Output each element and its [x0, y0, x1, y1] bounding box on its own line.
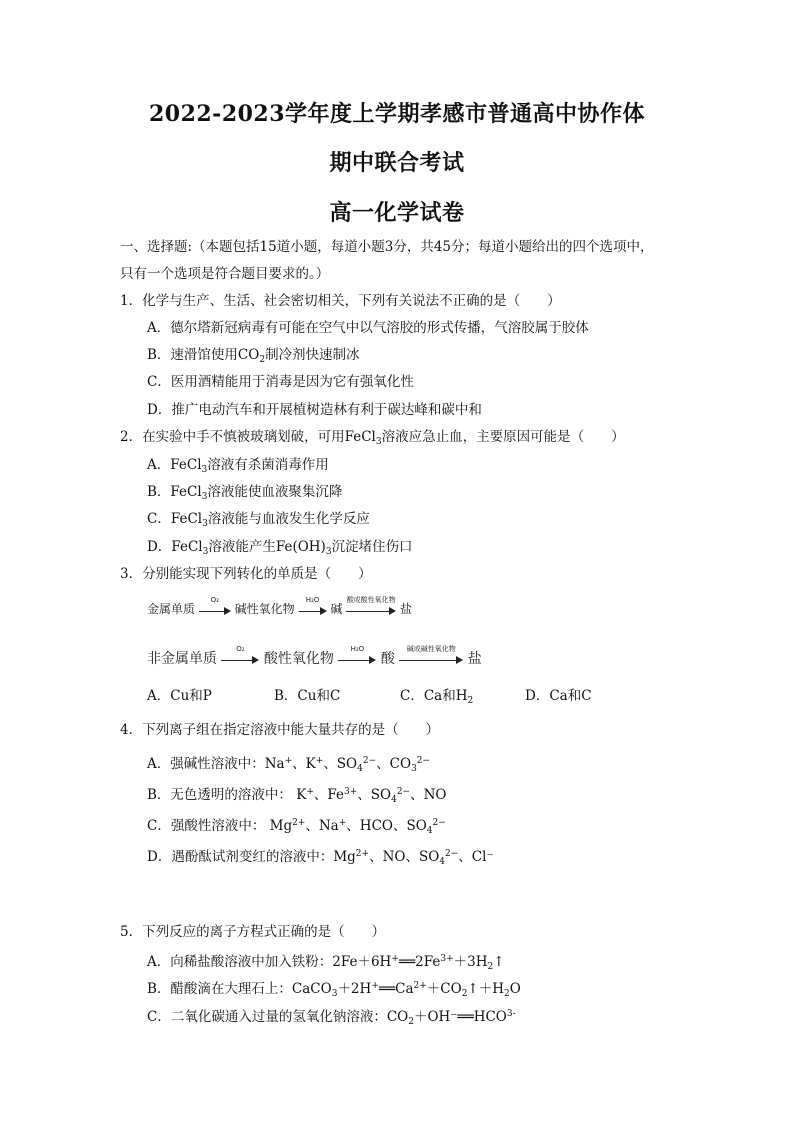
- q3-stem: 3．分别能实现下列转化的单质是（ ）: [120, 566, 372, 582]
- q2-option-c: C．FeCl$_3$溶液能与血液发生化学反应: [147, 511, 370, 529]
- q2-option-a: A．FeCl$_3$溶液有杀菌消毒作用: [147, 457, 329, 475]
- q4-option-a: A．强碱性溶液中：Na+、K+、$SO_4^{2-}$、$CO_3^{2-}$: [147, 756, 431, 774]
- q4-stem: 4．下列离子组在指定溶液中能大量共存的是（ ）: [120, 722, 440, 738]
- q3-row1-mid1: 碱性氧化物: [234, 602, 295, 616]
- q5-option-a: A．向稀盐酸溶液中加入铁粉：$2Fe+6H^+══2Fe^{3+}+3H_2↑$: [147, 954, 505, 972]
- arrow-icon: H₂O: [299, 603, 327, 617]
- q1-option-a: A．德尔塔新冠病毒有可能在空气中以气溶胶的形式传播，气溶胶属于胶体: [147, 320, 589, 336]
- q3-choice-c: C．Ca和$H_2$: [400, 688, 474, 706]
- q3-row2-mid2: 酸: [380, 651, 395, 667]
- arrow-icon: O₂: [199, 603, 231, 617]
- q1-option-b: B．速滑馆使用$CO_2$制冷剂快速制冰: [147, 347, 360, 365]
- q3-row1-end: 盐: [400, 602, 413, 616]
- arrow-icon: 酸或酸性氧化物: [346, 603, 396, 617]
- q1-option-d: D．推广电动汽车和开展植树造林有利于碳达峰和碳中和: [147, 402, 482, 418]
- q2-option-b: B．FeCl$_3$溶液能使血液聚集沉降: [147, 484, 343, 502]
- q2-option-d: D．FeCl$_3$溶液能产生$Fe(OH)_3$沉淀堵住伤口: [147, 539, 413, 557]
- q2-stem: 2．在实验中手不慎被玻璃划破，可用FeCl$_3$溶液应急止血，主要原因可能是（ ）: [120, 429, 625, 447]
- q4-option-b: B．无色透明的溶液中： K+、$Fe^{3+}$、$SO_4^{2-}$、NO: [147, 787, 447, 805]
- q3-row2-end: 盐: [467, 651, 482, 667]
- section-intro-line1: 一、选择题:（本题包括15道小题，每道小题3分，共45分；每道小题给出的四个选项中，: [120, 239, 654, 255]
- section-intro-line2: 只有一个选项是符合题目要求的。）: [120, 266, 330, 282]
- exam-title-line2: 期中联合考试: [329, 150, 465, 176]
- q1-stem: 1．化学与生产、生活、社会密切相关，下列有关说法不正确的是（ ）: [120, 293, 561, 309]
- exam-title-line3: 高一化学试卷: [329, 200, 465, 226]
- arrow-icon: O₂: [221, 652, 259, 666]
- q5-stem: 5．下列反应的离子方程式正确的是（ ）: [120, 924, 386, 940]
- q5-option-b: B．醋酸滴在大理石上：$CaCO_3+2H^+══Ca^{2+}+CO_2↑+H_2O$: [147, 981, 521, 999]
- q3-choice-d: D．Ca和C: [525, 688, 592, 704]
- q3-row1-start: 金属单质: [147, 602, 196, 616]
- exam-title-line1: 2022-2023学年度上学期孝感市普通高中协作体: [148, 101, 646, 127]
- q3-row2-start: 非金属单质: [147, 651, 217, 667]
- q5-option-c: C．二氧化碳通入过量的氢氧化钠溶液：$CO_2+OH^-══HCO^{3-}$: [147, 1009, 516, 1027]
- q3-choice-b: B．Cu和C: [274, 688, 341, 704]
- q3-row2-mid1: 酸性氧化物: [263, 651, 334, 667]
- arrow-icon: 碱或碱性氧化物: [399, 652, 463, 666]
- q3-conversion-row-metal: [147, 595, 413, 617]
- arrow-icon: H₂O: [338, 652, 376, 666]
- q3-choice-a: A．Cu和P: [147, 688, 212, 704]
- q1-option-c: C．医用酒精能用于消毒是因为它有强氧化性: [147, 374, 414, 390]
- q3-row1-mid2: 碱: [330, 602, 343, 616]
- q4-option-c: C．强酸性溶液中： $Mg^{2+}$、Na+、HCO、$SO_4^{2-}$: [147, 818, 446, 836]
- q3-conversion-row-nonmetal: [147, 645, 482, 668]
- q4-option-d: D．遇酚酞试剂变红的溶液中：$Mg^{2+}$、NO、$SO_4^{2-}$、Cl⁻: [147, 849, 494, 867]
